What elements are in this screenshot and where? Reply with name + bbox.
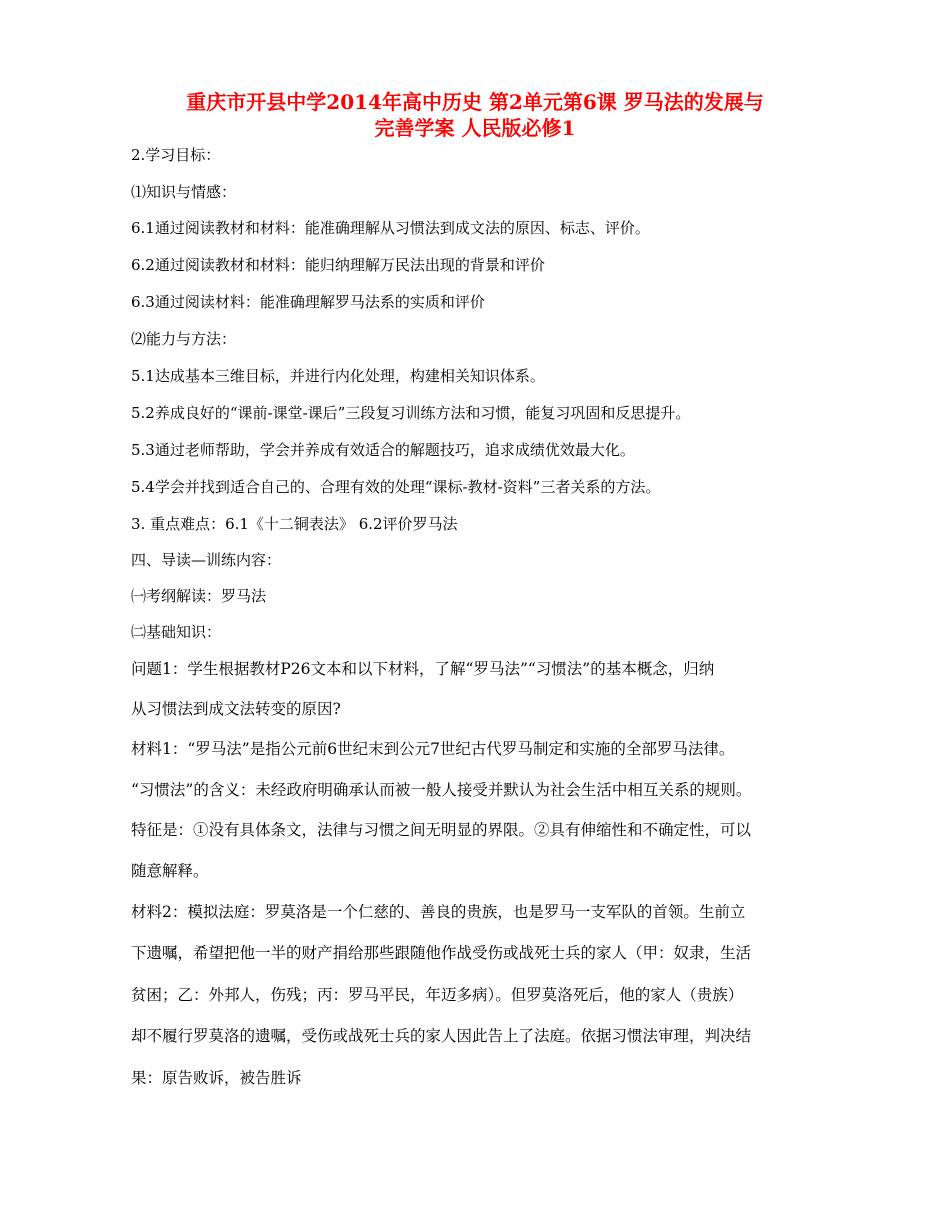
objective-5-2: 5.2养成良好的“课前-课堂-课后”三段复习训练方法和习惯，能复习巩固和反思提升。: [131, 404, 691, 422]
question-1-line-2: 从习惯法到成文法转变的原因?: [131, 700, 341, 718]
material-1-line-4: 随意解释。: [131, 862, 209, 880]
material-1-line-2: “习惯法”的含义：未经政府明确承认而被一般人接受并默认为社会生活中相互关系的规则。: [131, 781, 752, 799]
objective-5-3: 5.3通过老师帮助，学会并养成有效适合的解题技巧，追求成绩优效最大化。: [131, 441, 635, 459]
question-1-line-1: 问题1：学生根据教材P26文本和以下材料，了解“罗马法”“习惯法”的基本概念，归纳: [131, 660, 715, 678]
material-2-line-5: 果：原告败诉，被告胜诉: [131, 1069, 302, 1087]
key-points: 3. 重点难点：6.1《十二铜表法》 6.2评价罗马法: [131, 515, 458, 533]
objective-6-1: 6.1通过阅读教材和材料：能准确理解从习惯法到成文法的原因、标志、评价。: [131, 219, 650, 237]
material-1-line-3: 特征是：①没有具体条文，法律与习惯之间无明显的界限。②具有伸缩性和不确定性，可以: [131, 821, 752, 839]
objective-6-3: 6.3通过阅读材料：能准确理解罗马法系的实质和评价: [131, 293, 485, 311]
document-title-line-2: 完善学案 人民版必修1: [374, 116, 576, 140]
basic-knowledge-heading: ㈡基础知识：: [131, 623, 222, 641]
syllabus-reading: ㈠考纲解读：罗马法: [131, 587, 267, 605]
section-heading-guided-reading: 四、导读—训练内容：: [131, 551, 282, 569]
section-heading-objectives: 2.学习目标：: [131, 146, 221, 164]
objective-6-2: 6.2通过阅读教材和材料：能归纳理解万民法出现的背景和评价: [131, 256, 545, 274]
material-2-line-4: 却不履行罗莫洛的遗嘱，受伤或战死士兵的家人因此告上了法庭。依据习惯法审理，判决结: [131, 1027, 752, 1045]
subheading-ability: ⑵能力与方法：: [131, 330, 237, 348]
objective-5-1: 5.1达成基本三维目标，并进行内化处理，构建相关知识体系。: [131, 367, 545, 385]
material-1-line-1: 材料1：“罗马法”是指公元前6世纪末到公元7世纪古代罗马制定和实施的全部罗马法律。: [131, 740, 735, 758]
subheading-knowledge: ⑴知识与情感：: [131, 183, 237, 201]
material-2-line-3: 贫困；乙：外邦人，伤残；丙：罗马平民，年迈多病）。但罗莫洛死后，他的家人（贵族）: [131, 986, 744, 1004]
material-2-line-2: 下遗嘱，希望把他一半的财产捐给那些跟随他作战受伤或战死士兵的家人（甲：奴隶，生活: [131, 944, 752, 962]
objective-5-4: 5.4学会并找到适合自己的、合理有效的处理“课标-教材-资料”三者关系的方法。: [131, 478, 661, 496]
document-title-line-1: 重庆市开县中学2014年高中历史 第2单元第6课 罗马法的发展与: [186, 90, 764, 114]
material-2-line-1: 材料2：模拟法庭：罗莫洛是一个仁慈的、善良的贵族，也是罗马一支军队的首领。生前立: [131, 903, 746, 921]
